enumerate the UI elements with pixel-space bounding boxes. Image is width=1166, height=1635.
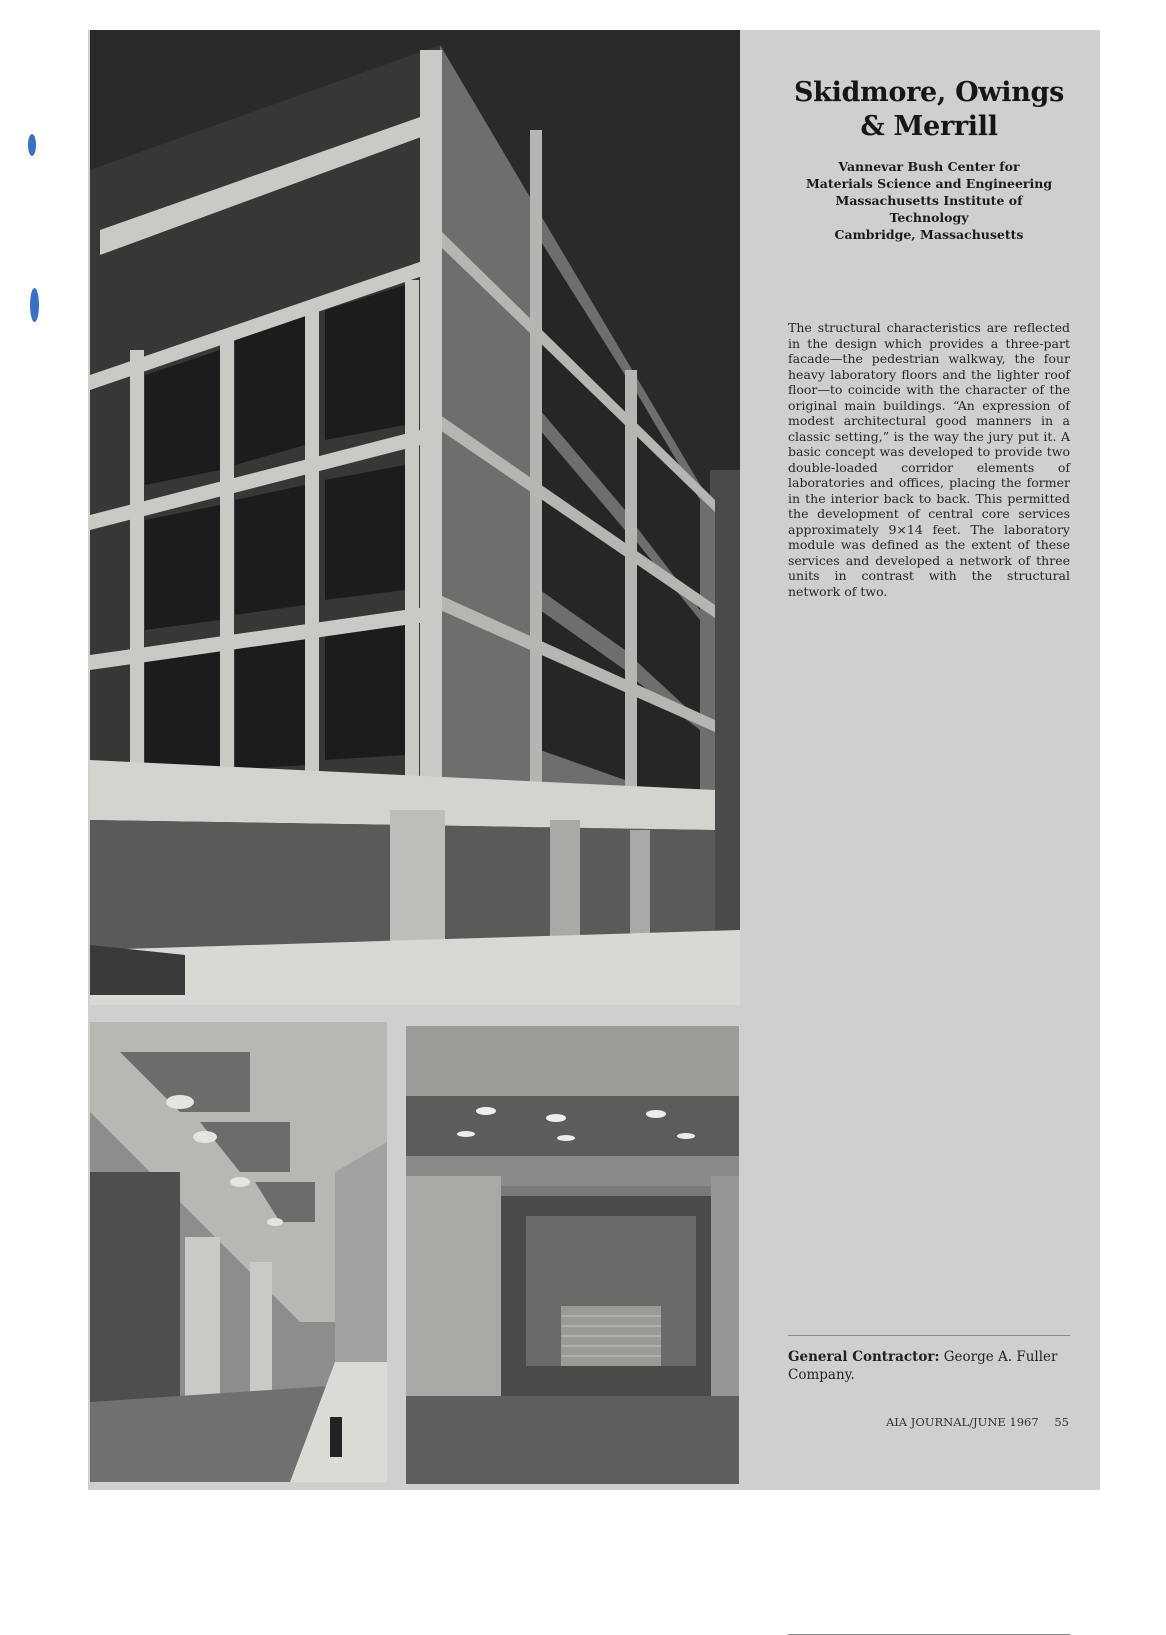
project-location-line: Cambridge, Massachusetts bbox=[834, 227, 1024, 242]
project-title-line: Vannevar Bush Center for bbox=[838, 159, 1020, 174]
credits-divider bbox=[788, 1335, 1070, 1336]
firm-name-heading: Skidmore, Owings & Merrill bbox=[793, 77, 1065, 142]
project-title-line: Technology bbox=[889, 210, 969, 225]
page-number: 55 bbox=[1054, 1415, 1069, 1429]
article-body: The structural characteristics are reflected in the design which provides a three-part facade—the pedestrian walkway, the four heavy laboratory floors and the lighter roof floor—to coincide with the character of the original main buildings. “An expression of modest architectural good manners in a classic setting,” is the way the jury put it. A basic concept was developed to provide two double-loaded corridor elements of laboratories and offices, placing the former in the interior back to back. This permitted the development of central core services approximately 9×14 feet. The laboratory module was defined as the extent of these services and developed a network of three units in contrast with the structural network of two. bbox=[788, 320, 1070, 599]
project-title-line: Massachusetts Institute of bbox=[835, 193, 1023, 208]
binder-punch-mark-bottom bbox=[30, 288, 39, 322]
building-exterior-photo bbox=[90, 30, 740, 1005]
project-title-line: Materials Science and Engineering bbox=[805, 176, 1053, 191]
contractor-label: General Contractor: bbox=[788, 1349, 940, 1365]
covered-walkway-photo bbox=[90, 1022, 387, 1482]
general-contractor-credit bbox=[788, 1348, 1070, 1384]
magazine-page bbox=[88, 30, 1100, 1490]
article-credits bbox=[788, 30, 1070, 1490]
journal-issue: AIA JOURNAL/JUNE 1967 bbox=[885, 1415, 1039, 1429]
binder-punch-mark-top bbox=[28, 134, 36, 156]
page-footer bbox=[886, 1415, 1069, 1429]
contractor-value: George A. Fuller Company. bbox=[788, 1349, 1058, 1383]
lobby-interior-photo bbox=[406, 1026, 739, 1484]
